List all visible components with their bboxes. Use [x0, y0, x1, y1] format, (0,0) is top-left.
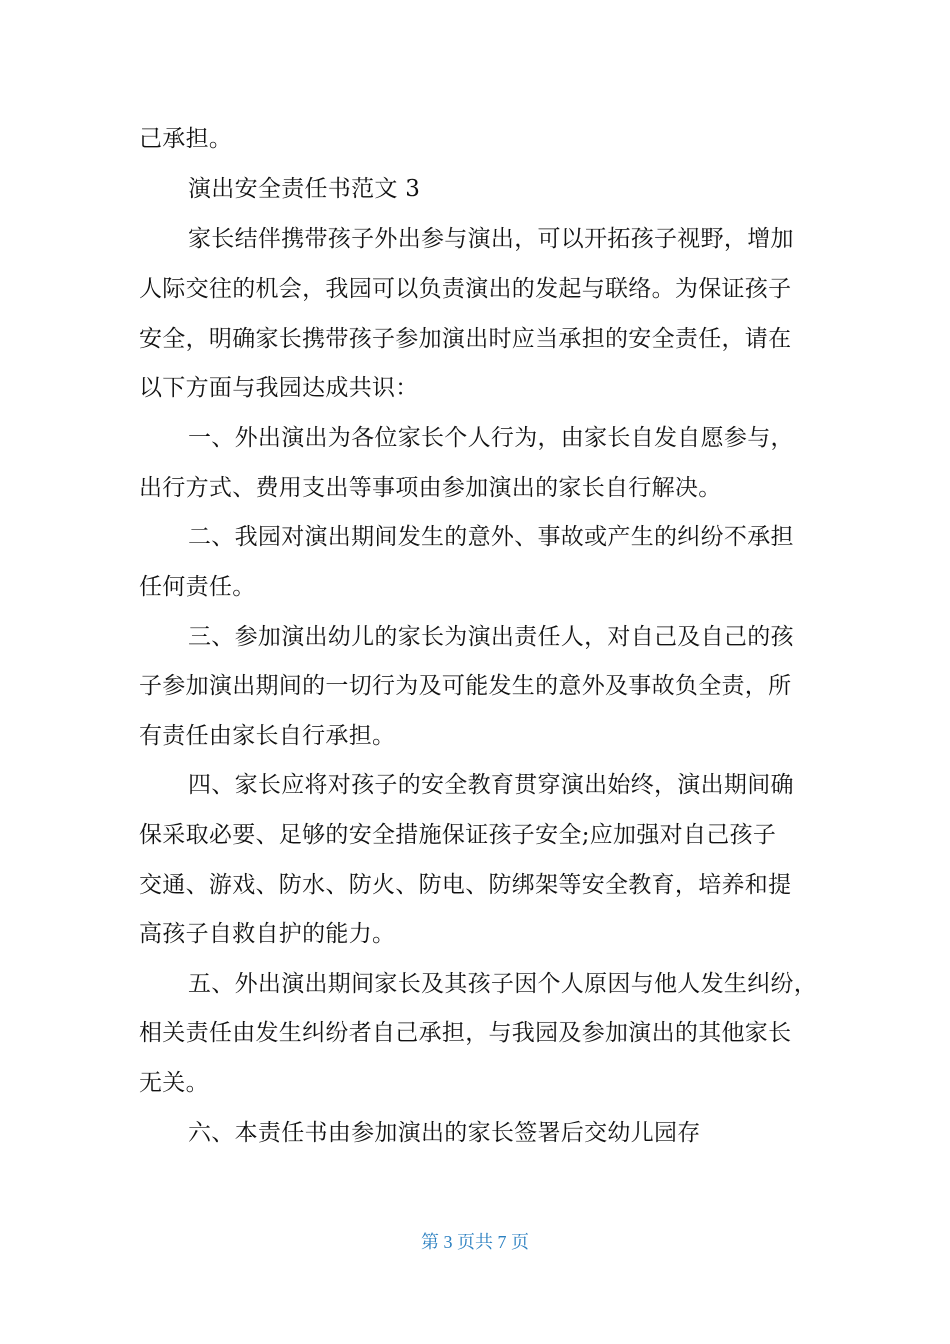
text-line: 五、外出演出期间家长及其孩子因个人原因与他人发生纠纷， — [188, 971, 818, 997]
text-line: 二、我园对演出期间发生的意外、事故或产生的纠纷不承担 — [188, 524, 794, 550]
text-line: 出行方式、费用支出等事项由参加演出的家长自行解决。 — [139, 475, 722, 501]
text-line: 六、本责任书由参加演出的家长签署后交幼儿园存 — [188, 1120, 701, 1146]
text-line: 保采取必要、足够的安全措施保证孩子安全;应加强对自己孩子 — [139, 822, 777, 848]
text-line: 相关责任由发生纠纷者自己承担，与我园及参加演出的其他家长 — [139, 1020, 792, 1046]
text-line: 任何责任。 — [139, 574, 256, 600]
text-line: 有责任由家长自行承担。 — [139, 723, 396, 749]
text-line: 人际交往的机会，我园可以负责演出的发起与联络。为保证孩子 — [139, 276, 792, 302]
text-line: 安全，明确家长携带孩子参加演出时应当承担的安全责任，请在 — [139, 326, 792, 352]
text-line: 三、参加演出幼儿的家长为演出责任人，对自己及自己的孩 — [188, 624, 794, 650]
text-line: 高孩子自救自护的能力。 — [139, 921, 396, 947]
text-line: 无关。 — [139, 1070, 209, 1096]
page-number-footer: 第 3 页共 7 页 — [421, 1232, 529, 1252]
text-line: 己承担。 — [139, 126, 233, 152]
text-line: 四、家长应将对孩子的安全教育贯穿演出始终，演出期间确 — [188, 772, 794, 798]
section-heading: 演出安全责任书范文 3 — [188, 176, 421, 202]
text-line: 家长结伴携带孩子外出参与演出，可以开拓孩子视野，增加 — [188, 226, 794, 252]
text-line: 以下方面与我园达成共识： — [139, 375, 419, 401]
text-line: 交通、游戏、防水、防火、防电、防绑架等安全教育，培养和提 — [139, 872, 792, 898]
text-line: 一、外出演出为各位家长个人行为，由家长自发自愿参与， — [188, 425, 794, 451]
text-line: 子参加演出期间的一切行为及可能发生的意外及事故负全责，所 — [139, 673, 792, 699]
